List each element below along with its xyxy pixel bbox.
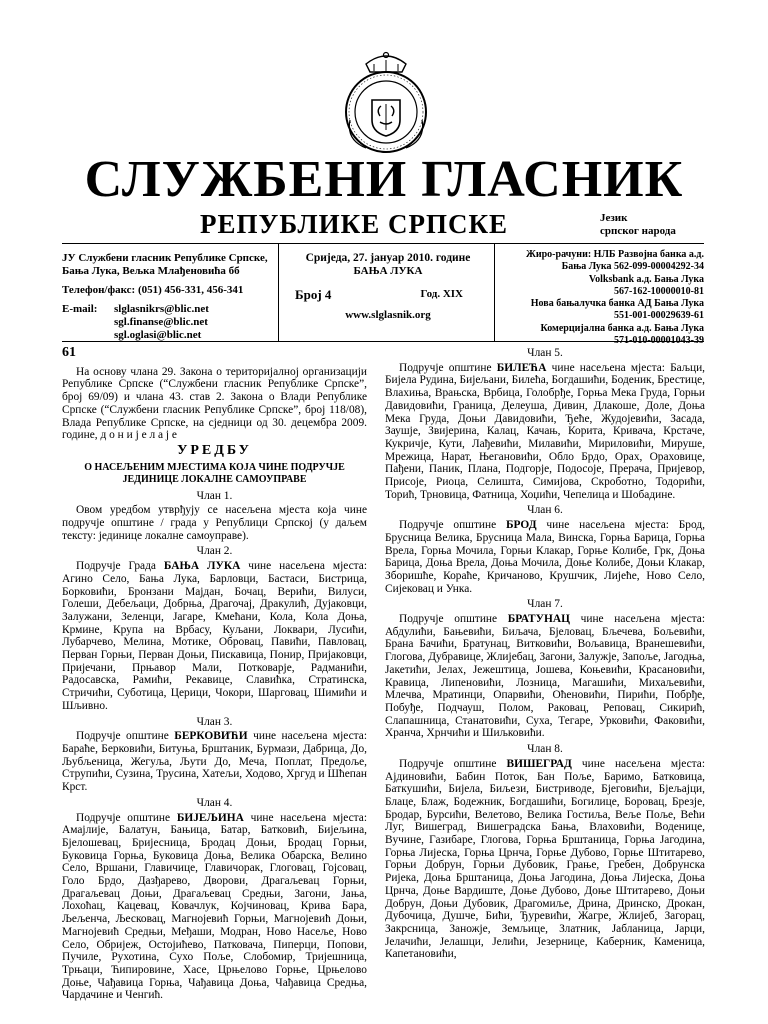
article-heading: Члан 4. bbox=[196, 796, 233, 809]
municipality-name: ВИШЕГРАД bbox=[506, 757, 572, 770]
publisher-phone: Телефон/факс: (051) 456-331, 456-341 bbox=[62, 284, 244, 296]
bank-line: Нова бањалучка банка АД Бања Лука bbox=[530, 298, 704, 310]
article-text: Подручје Града БАЊА ЛУКА чине насељена мјеста: Агино Село, Бања Лука, Барловци, Бастаси, Бистрица, Борковићи, Бронзани Мајдан, Бочац, Верићи, Вилуси, Голеши, Дебељаци, Добрња, Драгочај, Дракулић, Дујаковци, Залужани, Зеленци, Јагаре, Кмећани, Кола, Кола Доња, Крмине, Крупа на Врбасу, Куљани, Локвари, Лусићи, Лубарчево, Мелина, Мотике, Обровац, Павићи, Павловац, Перван Горњи, Перван Доњи, Пискавица, Понир, Пријаковци, Пријечани, Прњавор Мали, Потковарје, Радманићи, Радосавска, Рамићи, Рекавице, Славићка, Стратинска, Стричићи, Суботица, Церици, Чокори, Шарговац, Шимићи и Шљивно. bbox=[62, 560, 367, 712]
municipality-name: БИЈЕЉИНА bbox=[176, 811, 244, 824]
article-text: Подручје општине БЕРКОВИЋИ чине насељена мјеста: Бараће, Берковићи, Битуња, Брштаник, Бурмази, Дабрица, До, Љубљеница, Жегуља, Љути До, Меча, Поплат, Предоље, Струпићи, Сузина, Трусина, Хатељи, Ходово, Хргуд и Шћепан Крст. bbox=[62, 730, 368, 794]
header-top-rule bbox=[62, 243, 704, 244]
act-number: 61 bbox=[62, 345, 76, 360]
issue-city: БАЊА ЛУКА bbox=[353, 265, 423, 277]
website-link[interactable]: www.slglasnik.org bbox=[345, 309, 431, 321]
bank-line: 567-162-10000010-81 bbox=[614, 285, 704, 297]
article-text: Овом уредбом утврђују се насељена мјеста која чине подручје општине / града у Републици Српској (у даљем тексту: јединице локалне самоуправе). bbox=[62, 504, 367, 542]
masthead-subtitle: РЕПУБЛИКЕ СРПСКЕ bbox=[200, 209, 509, 239]
publisher-address: ЈУ Службени гласник Републике Српске, Бања Лука, Вељка Млађеновића бб bbox=[62, 252, 268, 277]
email-link[interactable]: sgl.finanse@blic.net bbox=[114, 316, 208, 328]
decree-title: О НАСЕЉЕНИМ МЈЕСТИМА КОЈА ЧИНЕ ПОДРУЧЈЕ ЈЕДИНИЦЕ ЛОКАЛНЕ САМОУПРАВЕ bbox=[84, 461, 345, 485]
bank-line: Бања Лука 562-099-00004292-34 bbox=[561, 261, 704, 273]
municipality-name: БЕРКОВИЋИ bbox=[174, 730, 248, 743]
language-note bbox=[600, 212, 676, 238]
decree-heading: УРЕДБУ bbox=[177, 442, 252, 458]
masthead-title: СЛУЖБЕНИ ГЛАСНИК bbox=[84, 151, 684, 208]
municipality-name: БИЛЕЋА bbox=[496, 361, 547, 374]
bank-line: Комерцијална банка а.д. Бања Лука bbox=[540, 322, 704, 334]
article-text: Подручје општине БРОД чине насељена мјеста: Брод, Брусница Велика, Брусница Мала, Винска, Горња Барица, Горња Врела, Горња Мочила, Горњи Клакар, Горње Колибе, Грк, Доња Барица, Доња Врела, Доња Мочила, Доње Колибе, Доњи Клакар, Зборишће, Кораће, Кричаново, Крушчик, Лијеће, Ново Село, Сијековац и Унка. bbox=[385, 519, 705, 595]
email-link[interactable]: slglasnikrs@blic.net bbox=[114, 303, 209, 315]
language-line: Језик bbox=[600, 212, 628, 224]
article-text: Подручје општине БРАТУНАЦ чине насељена мјеста: Абдулићи, Бањевићи, Биљача, Бјеловац, Бљечева, Бољевићи, Брана Бачићи, Братунац, Витковићи, Вољавица, Вранешевићи, Глогова, Дубравице, Жлијебац, Загони, Залужје, Запоље, Јагодња, Јакетићи, Јелах, Јежештица, Јошева, Коњевићи, Красановићи, Кравица, Липеновићи, Лозница, Магашићи, Михаљевићи, Mлечва, Мратинци, Опарвићи, Оћеновићи, Пирићи, Побрђе, Побуђе, Подчауш, Полом, Раковац, Реповац, Сикирић, Слапашница, Станатовићи, Суха, Тегаре, Урковићи, Факовићи, Хранча, Хрнчићи и Шиљковићи. bbox=[385, 613, 706, 740]
issue-info bbox=[283, 252, 493, 322]
bank-line: 551-001-00029639-61 bbox=[614, 310, 704, 322]
article-heading: Члан 5. bbox=[527, 347, 563, 359]
article-heading: Члан 6. bbox=[527, 504, 563, 517]
bank-line: Жиро-рачуни: НЛБ Развојна банка а.д. bbox=[525, 249, 704, 260]
article-heading: Члан 2. bbox=[196, 545, 233, 558]
publisher-emails bbox=[62, 303, 274, 342]
article-text: Подручје општине БИЈЕЉИНА чине насељена мјеста: Амајлије, Балатун, Бањица, Батар, Батковић, Бијељина, Бјелошевац, Бријесница, Бродац Доњи, Бродац Горњи, Буковица Горња, Буковица Доња, Велика Обарска, Велино Село, Вршани, Главичице, Главичорак, Глоговац, Гојсовац, Голо Брдо, Дазђарево, Дворови, Драгаљевац Горњи, Драгаљевац Доњи, Драгаљевац Средњи, Загони, Јања, Лохоћац, Кацевац, Ковачлук, Којчиновац, Крива Бара, Љељенча, Љесковац, Магнојевић Горњи, Магнојевић Доњи, Магнојевић Средњи, Међаши, Модран, Ново Насеље, Ново Село, Обријеж, Остојићево, Патковача, Пиперци, Попови, Пучиле, Рухотина, Сухо Поље, Слобомир, Тријешница, Трњаци, Ћипировине, Хасе, Црњелово Горње, Црњелово Доње, Чађавица Горња, Чађавица Доња, Чађавица Средња, Чардачине и Ченгић. bbox=[62, 811, 368, 1002]
publisher-info bbox=[62, 252, 274, 342]
municipality-name: БРАТУНАЦ bbox=[507, 613, 570, 626]
bank-accounts bbox=[498, 249, 704, 347]
coat-of-arms-seal bbox=[336, 50, 436, 158]
issue-date: Сриједа, 27. јануар 2010. године bbox=[305, 252, 471, 264]
article-heading: Члан 8. bbox=[527, 743, 563, 756]
bank-line: 571-010-00001043-39 bbox=[614, 335, 704, 347]
article-text: Подручје општине ВИШЕГРАД чине насељена мјеста: Ајдиновићи, Бабин Поток, Бан Поље, Баримо, Батковица, Баткушићи, Бијела, Биљези, Бистриводе, Бјеговићи, Бјељајци, Блаце, Блаж, Бодежник, Богдашићи, Богилице, Боровац, Брезје, Бродар, Бурсићи, Велетово, Велика Гостиља, Веље Поље, Већи Луг, Вишеград, Вишеградска Бања, Влаховићи, Воденице, Вучине, Газибаре, Глогова, Горња Брштаница, Горња Јагодина, Горња Лијеска, Горња Црнча, Горње Дубово, Горње Штитарево, Горњи Добрун, Горњи Дубовик, Грање, Гребен, Добрунска Ријека, Доња Брштаница, Доња Јагодина, Доња Лијеска, Доња Црнча, Доње Вардиште, Доње Дубово, Доње Штитарево, Доњи Добрун, Доњи Дубовик, Драгомиље, Дрина, Дринско, Дрокан, Дубочица, Душче, Бићи, Ђуревићи, Жагре, Жлијеб, Загорац, Закрсница, Заножје, Земљице, Златник, Јабланица, Јарци, Јелачићи, Јелашци, Јелићи, Језернице, Каберник, Каменица, Капетановићи, bbox=[385, 757, 706, 961]
header-divider bbox=[278, 243, 279, 341]
preamble: На основу члана 29. Закона о територијалној организацији Републике Српске (“Службени гласник Републике Српске”, број 69/09) и члана 43. став 2. Закона о Влади Републике Српске (“Службени гласник Републике Српске”, број 118/08), Влада Републике Српске, на сједници од 30. децембра 2009. године, д о н и ј е л а ј е bbox=[62, 365, 367, 442]
language-line: српског народа bbox=[600, 225, 676, 237]
issue-number: Број 4 bbox=[295, 287, 332, 302]
bank-line: Volksbank а.д. Бања Лука bbox=[588, 273, 704, 285]
issue-year: Год. XIX bbox=[420, 288, 463, 300]
article-text: Подручје општине БИЛЕЋА чине насељена мјеста: Баљци, Бијела Рудина, Бијељани, Билећа, Богдашићи, Боденик, Брестице, Влахиња, Врањска, Врбица, Голобрђе, Горња Мека Груда, Горњи Давидовићи, Граница, Делеуша, Дивин, Длакоше, Доле, Доња Мека Груда, Доњи Давидовићи, Ђеће, Жудојевићи, Засада, Заушје, Звијерина, Калац, Качањ, Корита, Кривача, Крстаче, Кукричје, Кути, Лађевићи, Милавићи, Мириловићи, Мируше, Мрежица, Нарат, Његановићи, Обло Брдо, Орах, Ораховице, Пађени, Паник, Плана, Подгорје, Подосоје, Прерача, Пријевор, Присоје, Риоца, Селишта, Симијова, Скроботно, Тодорићи, Торић, Трновица, Фатница, Хоџићи, Чепелица и Шобадине. bbox=[385, 361, 706, 501]
header-divider bbox=[494, 243, 495, 341]
municipality-name: БАЊА ЛУКА bbox=[163, 560, 241, 573]
left-column bbox=[62, 347, 367, 1002]
right-column bbox=[385, 347, 705, 961]
article-heading: Члан 1. bbox=[196, 489, 233, 502]
article-heading: Члан 3. bbox=[196, 715, 233, 728]
municipality-name: БРОД bbox=[505, 519, 537, 532]
email-link[interactable]: sgl.oglasi@blic.net bbox=[114, 329, 202, 341]
email-label: E-mail: bbox=[62, 303, 98, 315]
article-heading: Члан 7. bbox=[527, 598, 563, 611]
